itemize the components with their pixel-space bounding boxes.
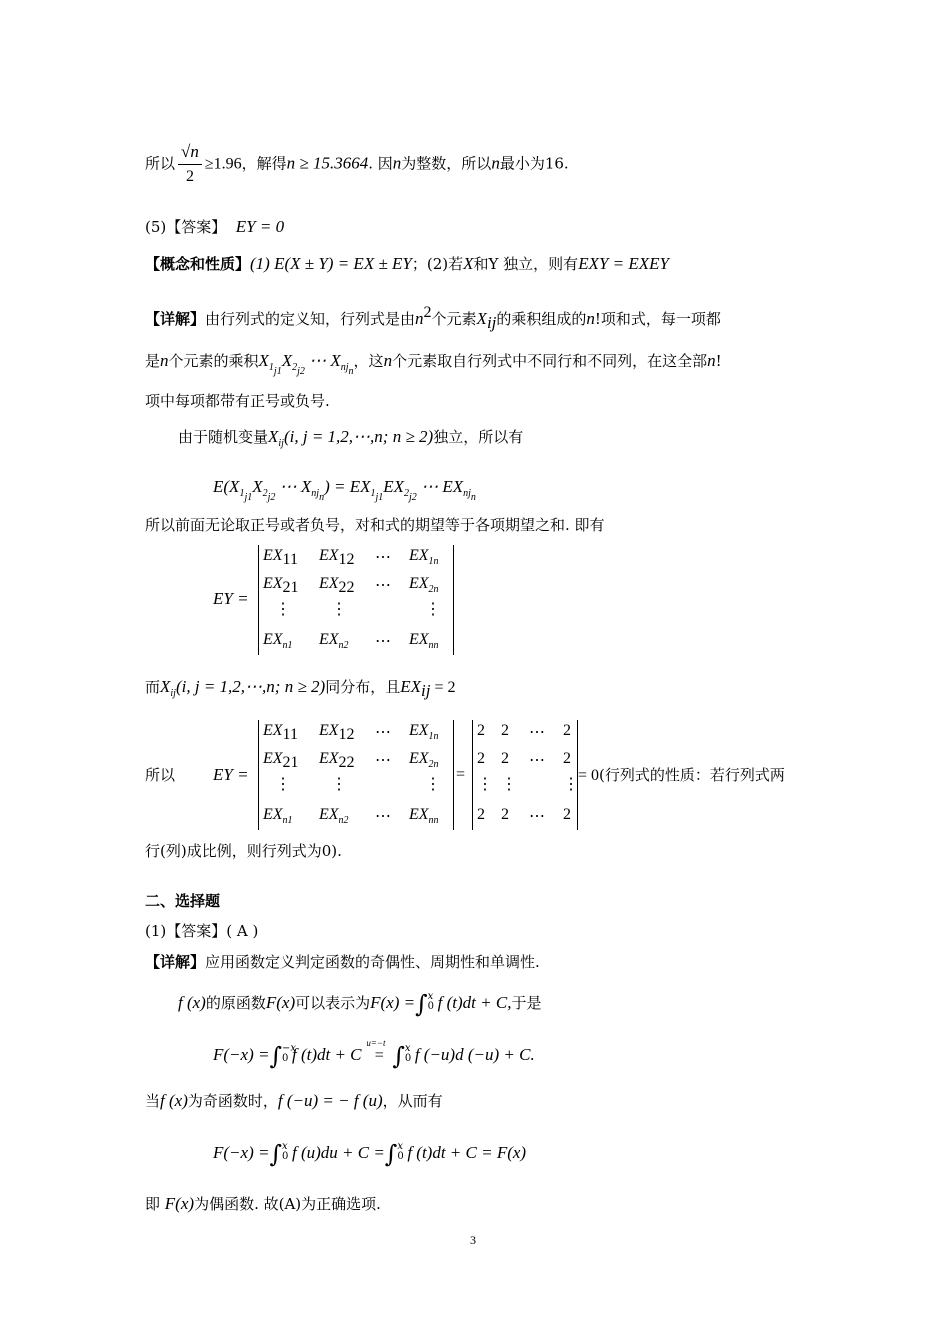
det-cell: ⋯ bbox=[375, 724, 391, 741]
det-cell: $EX_{11}$ bbox=[263, 547, 298, 568]
antiderivative-line: f (x)的原函数F(x)可以表示为F(x) =∫ x 0 f (t)dt + C,于是 bbox=[178, 990, 542, 1018]
concept-line: 【概念和性质】(1) E(X ± Y) = EX ± EY；(2)若X和Y 独立，则有EXY = EXEY bbox=[145, 254, 669, 273]
det-cell: $EX_{n1}$ bbox=[263, 806, 293, 826]
det-cell: ⋮ bbox=[275, 601, 291, 618]
det-cell: 2 bbox=[563, 750, 571, 767]
det-cell: $EX_{1n}$ bbox=[409, 547, 439, 567]
substitution-equals: u=−t = bbox=[366, 1038, 386, 1064]
det-cell: ⋯ bbox=[529, 752, 545, 769]
ey-determinant-2 bbox=[258, 720, 454, 830]
odd-function-line: 当f (x)为奇函数时，f (−u) = − f (u)，从而有 bbox=[145, 1091, 443, 1110]
det-cell: ⋮ bbox=[425, 776, 441, 793]
expectation-product-formula: $E(X_{1_{j1}}X_{2_{j2}}$ ⋯ $X_{nj_n}) = EX_{1_{j1}}EX_{2_{j2}}$ ⋯ $EX_{nj_n}$ bbox=[213, 477, 476, 503]
property-end: 行(列)成比例，则行列式为0). bbox=[145, 842, 342, 860]
det-cell: 2 bbox=[477, 750, 485, 767]
det-cell: $EX_{nn}$ bbox=[409, 806, 439, 826]
det-cell: $EX_{12}$ bbox=[319, 722, 355, 743]
product-x1j1-xnjn: $X_{1_{j1}}X_{2_{j2}}$ ⋯ $X_{nj_n}$ bbox=[258, 351, 354, 377]
det-cell: $EX_{n1}$ bbox=[263, 631, 293, 651]
det-cell: ⋮ bbox=[331, 776, 347, 793]
zero-and-property: = 0(行列式的性质：若行列式两 bbox=[578, 766, 785, 784]
ey-label-2: EY = bbox=[213, 765, 249, 784]
ey-determinant bbox=[258, 545, 454, 655]
det-cell: $EX_{nn}$ bbox=[409, 631, 439, 651]
det-cell: ⋮ bbox=[501, 776, 517, 793]
det-cell: ⋯ bbox=[375, 752, 391, 769]
sqrt-n-over-2: $\frac{√n}{2}$ bbox=[178, 140, 202, 189]
q5-answer-line bbox=[145, 216, 284, 238]
det-cell: $EX_{22}$ bbox=[319, 750, 355, 771]
det-cell: ⋯ bbox=[375, 633, 391, 650]
indep-line: 由于随机变量$X_{ij}(i$, j = 1,2,⋯,n; n ≥ 2)独立，所以有 bbox=[178, 427, 524, 449]
det-cell: $EX_{n2}$ bbox=[319, 806, 349, 826]
distribution-line: 而$X_{ij}(i$, j = 1,2,⋯,n; n ≥ 2)同分布，且$EX_{ij} = 2$ bbox=[145, 677, 456, 700]
s2-detail-line: 【详解】应用函数定义判定函数的奇偶性、周期性和单调性. bbox=[145, 953, 540, 971]
det-cell: $EX_{2n}$ bbox=[409, 575, 439, 595]
det-cell: $EX_{21}$ bbox=[263, 750, 299, 771]
detail-line-1: 【详解】由行列式的定义知，行列式是由$n^2$个元素$X_{ij}$的乘积组成的n!项和式，每一项都 bbox=[145, 304, 721, 332]
ey-label-1: EY = bbox=[213, 589, 249, 608]
even-result-formula: F(−x) =∫ x 0 f (u)du + C =∫ x 0 f (t)dt + C = F(x) bbox=[213, 1140, 527, 1168]
section-title: 二、选择题 bbox=[145, 892, 221, 910]
det-cell: $EX_{1n}$ bbox=[409, 722, 439, 742]
det-cell: ⋮ bbox=[477, 776, 493, 793]
intro-lead: 所以 bbox=[145, 154, 176, 173]
q1-answer-line: (1)【答案】( A ) bbox=[145, 922, 259, 940]
concept-label: 【概念和性质】 bbox=[145, 255, 251, 273]
det-cell: 2 bbox=[563, 806, 571, 823]
so-label: 所以 bbox=[145, 766, 176, 784]
det-cell: ⋯ bbox=[529, 808, 545, 825]
det-cell: ⋯ bbox=[529, 724, 545, 741]
detail-line-2: 是n个元素的乘积$X_{1_{j1}}X_{2_{j2}}$ ⋯ $X_{nj_n}$，这n个元素取自行列式中不同行和不同列，在这全部n! bbox=[145, 351, 722, 377]
page-number: 3 bbox=[470, 1233, 476, 1247]
detail-line-3: 项中每项都带有正号或负号. bbox=[145, 392, 330, 410]
intro-ineq: ≥1.96 bbox=[204, 155, 242, 173]
intro-line: 所以 $\frac{√n}{2}$ ≥1.96，解得n ≥ 15.3664. 因n为整数，所以n最小为16. bbox=[145, 140, 569, 189]
det-cell: 2 bbox=[477, 806, 485, 823]
conclusion-line: 即 F(x)为偶函数. 故(A)为正确选项. bbox=[145, 1194, 381, 1213]
det-cell: ⋮ bbox=[563, 776, 579, 793]
equals-sign: = bbox=[456, 766, 466, 783]
det-cell: ⋯ bbox=[375, 808, 391, 825]
q5-label: (5)【答案】 bbox=[145, 218, 227, 236]
intro-result: n ≥ 15.3664 bbox=[286, 153, 369, 173]
det-cell: $EX_{n2}$ bbox=[319, 631, 349, 651]
det-cell: $EX_{22}$ bbox=[319, 575, 355, 596]
substitution-line: F(−x) =∫ −x 0 f (t)dt + C u=−t = ∫ x 0 f (−u)d (−u) + C. bbox=[213, 1038, 535, 1070]
det-cell: ⋮ bbox=[331, 601, 347, 618]
det-cell: ⋯ bbox=[375, 577, 391, 594]
det-cell: 2 bbox=[477, 722, 485, 739]
det-cell: 2 bbox=[501, 722, 509, 739]
det-cell: $EX_{2n}$ bbox=[409, 750, 439, 770]
det-cell: ⋮ bbox=[275, 776, 291, 793]
det-cell: 2 bbox=[501, 750, 509, 767]
det-cell: 2 bbox=[501, 806, 509, 823]
det-cell: $EX_{11}$ bbox=[263, 722, 298, 743]
det-cell: $EX_{12}$ bbox=[319, 547, 355, 568]
sum-text: 所以前面无论取正号或者负号，对和式的期望等于各项期望之和. 即有 bbox=[145, 516, 605, 534]
det-cell: $EX_{21}$ bbox=[263, 575, 299, 596]
det-cell: 2 bbox=[563, 722, 571, 739]
det-cell: ⋯ bbox=[375, 549, 391, 566]
q5-answer: EY = 0 bbox=[235, 217, 285, 236]
det-cell: ⋮ bbox=[425, 601, 441, 618]
twos-determinant bbox=[472, 720, 578, 830]
detail-label: 【详解】 bbox=[145, 310, 206, 328]
